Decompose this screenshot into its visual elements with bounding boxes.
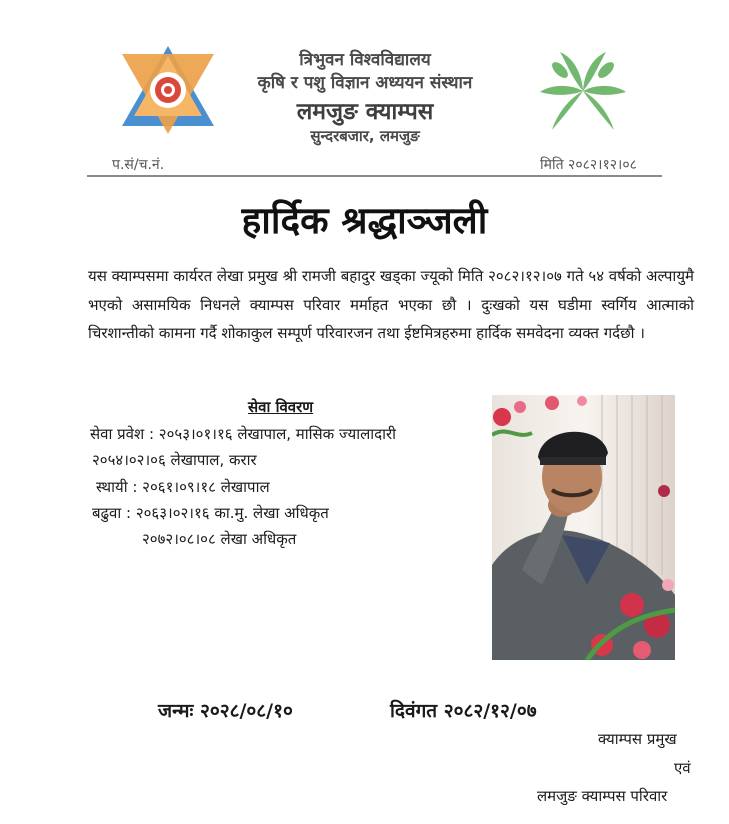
university-name: त्रिभुवन विश्वविद्यालय [299,50,431,70]
signatory-line: एवं [674,759,691,777]
service-line: बढुवा : २०६३।०२।१६ का.मु. लेखा अधिकृत [92,504,329,522]
service-line: स्थायी : २०६१।०९।१८ लेखापाल [96,478,270,496]
institute-name: कृषि र पशु विज्ञान अध्ययन संस्थान [257,73,473,93]
service-details-heading: सेवा विवरण [248,398,314,416]
birth-date: जन्मः २०२८/०८/१० [158,700,293,722]
reference-number-label: प.सं/च.नं. [112,157,165,173]
service-line: सेवा प्रवेश : २०५३।०१।१६ लेखापाल, मासिक ज्यालादारी [90,425,397,443]
portrait-photo [492,395,675,660]
signatory-line: लमजुङ क्याम्पस परिवार [537,787,668,805]
death-date: दिवंगत २०८२/१२/०७ [390,700,537,722]
service-line: २०५४।०२।०६ लेखापाल, करार [92,451,257,469]
header-divider [87,175,662,177]
signatory-line: क्याम्पस प्रमुख [598,730,677,748]
campus-leaf-logo [536,48,630,134]
notice-title: हार्दिक श्रद्धाञ्जली [241,199,488,242]
condolence-paragraph: यस क्याम्पसमा कार्यरत लेखा प्रमुख श्री रामजी बहादुर खड्का ज्यूको मिति २०८२।१२।०७ गते ५४ वर्षको अल्पायुमै भएको असामयिक निधनले क्याम्पस परिवार मर्माहत भएका छौ । दुःखको यस घडीमा स्वर्गिय आत्माको चिरशान्तीको कामना गर्दै शोकाकुल सम्पूर्ण परिवारजन तथा ईष्टमित्रहरुमा हार्दिक समवेदना व्यक्त गर्दछौ । [88,267,694,342]
service-line: २०७२।०८।०८ लेखा अधिकृत [142,530,297,548]
campus-name: लमजुङ क्याम्पस [296,99,434,125]
campus-address: सुन्दरबजार, लमजुङ [310,127,420,145]
issue-date: मिति २०८२।१२।०८ [540,157,637,173]
